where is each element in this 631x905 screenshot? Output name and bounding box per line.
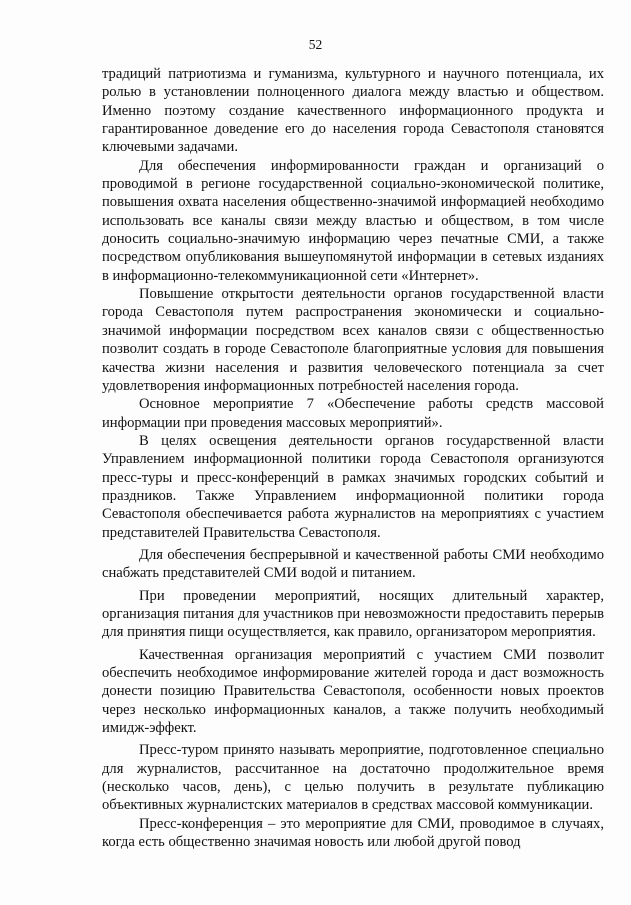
paragraph: Пресс-конференция – это мероприятие для СМИ, проводимое в случаях, когда есть общественно значимая новость или любой другой повод <box>102 815 604 851</box>
paragraph: Пресс-туром принято называть мероприятие, подготовленное специально для журналистов, рассчитанное на достаточно продолжительное время (несколько часов, день), с целью получить в результате публикацию объективных журналистских материалов в средствах массовой коммуникации. <box>102 742 604 814</box>
paragraph: При проведении мероприятий, носящих длительный характер, организация питания для участников при невозможности предоставить перерыв для принятия пищи осуществляется, как правило, организатором мероприятия. <box>102 587 604 641</box>
paragraph: Для обеспечения беспрерывной и качественной работы СМИ необходимо снабжать представителей СМИ водой и питанием. <box>102 546 604 582</box>
paragraph: Основное мероприятие 7 «Обеспечение работы средств массовой информации при проведения массовых мероприятий». <box>102 396 604 431</box>
paragraph: Качественная организация мероприятий с участием СМИ позволит обеспечить необходимое информирование жителей города и даст возможность донести позицию Правительства Севастополя, особенности новых проектов через несколько информационных каналов, а также получить необходимый имидж-эффект. <box>102 646 604 737</box>
paragraph: Для обеспечения информированности граждан и организаций о проводимой в регионе государственной социально-экономической политике, повышения охвата населения общественно-значимой информацией необходимо использовать все каналы связи между властью и обществом, в том числе доносить социально-значимую информацию через печатные СМИ, а также посредством опубликования вышеупомянутой информации в сетевых изданиях в информационно-телекоммуникационной сети «Интернет». <box>102 157 604 284</box>
document-body <box>102 65 604 851</box>
page-number: 52 <box>308 37 323 52</box>
paragraph: традиций патриотизма и гуманизма, культурного и научного потенциала, их ролью в установлении полноценного диалога между властью и обществом. Именно поэтому создание качественного информационного продукта и гарантированное доведение его до населения города Севастополя становятся ключевыми задачами. <box>102 66 604 156</box>
paragraph: Повышение открытости деятельности органов государственной власти города Севастополя путем распространения экономически и социально-значимой информации посредством всех каналов связи с общественностью позволит создать в городе Севастополе благоприятные условия для повышения качества жизни населения и развития человеческого потенциала за счет удовлетворения информационных потребностей населения города. <box>102 286 604 394</box>
paragraph: В целях освещения деятельности органов государственной власти Управлением информационной политики города Севастополя организуются пресс-туры и пресс-конференций в рамках значимых городских событий и праздников. Также Управлением информационной политики города Севастополя обеспечивается работа журналистов на мероприятиях с участием представителей Правительства Севастополя. <box>102 432 604 541</box>
